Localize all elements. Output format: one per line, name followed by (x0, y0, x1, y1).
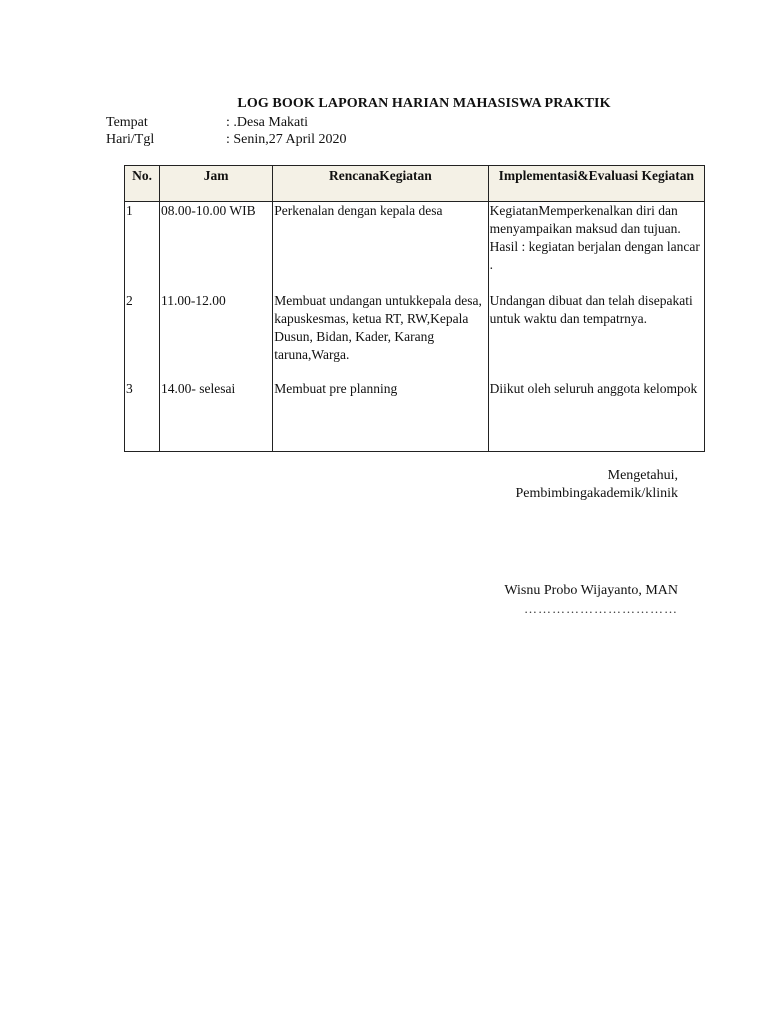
row-no: 1 (125, 202, 160, 292)
tempat-row (106, 115, 308, 131)
header-no: No. (125, 166, 160, 202)
row-no: 3 (125, 380, 160, 452)
signer-name: Wisnu Probo Wijayanto, MAN (504, 583, 678, 598)
row-rencana: Membuat pre planning (273, 380, 488, 452)
hari-tgl-value: : Senin,27 April 2020 (226, 132, 347, 147)
row-implementasi: Undangan dibuat dan telah disepakati untuk waktu dan tempatrnya. (488, 292, 704, 380)
tempat-value: : .Desa Makati (226, 115, 309, 130)
header-implementasi: Implementasi&Evaluasi Kegiatan (488, 166, 704, 202)
tempat-label: Tempat (106, 115, 148, 130)
hari-tgl-row (106, 132, 347, 148)
row-implementasi: KegiatanMemperkenalkan diri dan menyampaikan maksud dan tujuan. Hasil : kegiatan berjalan dengan lancar . (488, 202, 704, 292)
table-row (125, 380, 705, 452)
table-row (125, 202, 705, 292)
table-row (125, 292, 705, 380)
document-title: LOG BOOK LAPORAN HARIAN MAHASISWA PRAKTIK (237, 96, 611, 111)
mengetahui-label: Mengetahui, (607, 468, 678, 483)
hari-tgl-label: Hari/Tgl (106, 132, 155, 147)
row-jam: 11.00-12.00 (160, 292, 273, 380)
log-table (124, 165, 705, 452)
row-implementasi: Diikut oleh seluruh anggota kelompok (488, 380, 704, 452)
row-rencana: Perkenalan dengan kepala desa (273, 202, 488, 292)
row-jam: 14.00- selesai (160, 380, 273, 452)
row-no: 2 (125, 292, 160, 380)
table-header-row (125, 166, 705, 202)
signature-dots: …………………………… (524, 601, 678, 616)
header-rencana: RencanaKegiatan (273, 166, 488, 202)
header-jam: Jam (160, 166, 273, 202)
row-rencana: Membuat undangan untukkepala desa, kapuskesmas, ketua RT, RW,Kepala Dusun, Bidan, Kader, Karang taruna,Warga. (273, 292, 488, 380)
row-jam: 08.00-10.00 WIB (160, 202, 273, 292)
pembimbing-role: Pembimbingakademik/klinik (515, 486, 678, 501)
